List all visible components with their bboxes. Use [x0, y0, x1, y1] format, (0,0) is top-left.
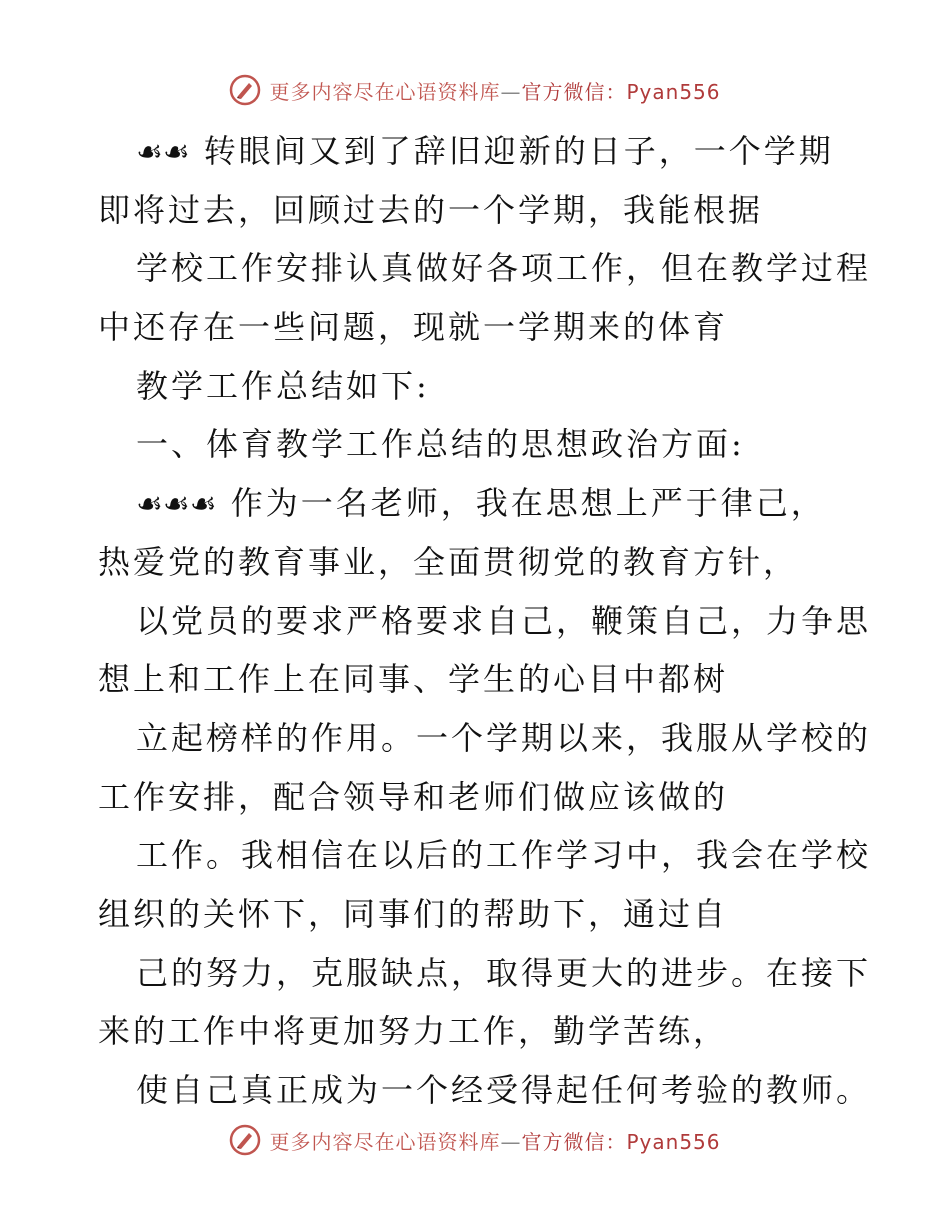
line-text: 转眼间又到了辞旧迎新的日子，一个学期: [203, 132, 834, 170]
paragraph-line: [98, 474, 858, 533]
header-banner: [0, 70, 950, 110]
header-banner-account: Pyan556: [626, 79, 721, 104]
header-banner-official: 官方微信：: [521, 79, 627, 104]
footer-banner-main: 更多内容尽在心语资料库: [269, 1129, 501, 1154]
paragraph-line: 工作。我相信在以后的工作学习中，我会在学校: [136, 836, 872, 875]
header-banner-text: [269, 76, 720, 105]
header-banner-dash: —: [500, 79, 522, 104]
fleuron-ornament-icon: ☙☙☙: [136, 487, 217, 523]
fleuron-ornament-icon: ☙☙: [136, 135, 190, 170]
paragraph-line: 想上和工作上在同事、学生的心目中都树: [98, 660, 729, 699]
paragraph-line: 即将过去，回顾过去的一个学期，我能根据: [98, 190, 764, 229]
footer-banner-official: 官方微信：: [521, 1129, 627, 1154]
document-body: [98, 122, 872, 1120]
paragraph-line: 己的努力，克服缺点，取得更大的进步。在接下: [136, 953, 872, 992]
paragraph-line: 组织的关怀下，同事们的帮助下，通过自: [98, 894, 729, 933]
footer-banner-account: Pyan556: [626, 1129, 721, 1154]
paragraph-line: [98, 122, 858, 181]
paragraph-line: 使自己真正成为一个经受得起任何考验的教师。: [136, 1071, 872, 1109]
footer-banner-text: [269, 1126, 720, 1155]
brand-logo-icon: [229, 74, 261, 106]
footer-banner: [0, 1120, 950, 1160]
paragraph-line: 中还存在一些问题，现就一学期来的体育: [98, 308, 729, 347]
paragraph-line: 教学工作总结如下:: [136, 366, 430, 405]
header-banner-main: 更多内容尽在心语资料库: [269, 79, 501, 104]
brand-logo-icon: [229, 1124, 261, 1156]
line-text: 作为一名老师，我在思想上严于律己，: [230, 484, 826, 523]
paragraph-line: 以党员的要求严格要求自己，鞭策自己，力争思: [136, 601, 872, 640]
section-heading: 一、体育教学工作总结的思想政治方面:: [136, 425, 745, 464]
paragraph-line: 立起榜样的作用。一个学期以来，我服从学校的: [136, 718, 872, 757]
paragraph-line: 热爱党的教育事业，全面贯彻党的教育方针，: [98, 542, 799, 581]
paragraph-line: 学校工作安排认真做好各项工作，但在教学过程: [136, 249, 872, 288]
paragraph-line: 来的工作中将更加努力工作，勤学苦练，: [98, 1012, 729, 1051]
footer-banner-dash: —: [500, 1129, 522, 1154]
paragraph-line: 工作安排，配合领导和老师们做应该做的: [98, 777, 729, 816]
